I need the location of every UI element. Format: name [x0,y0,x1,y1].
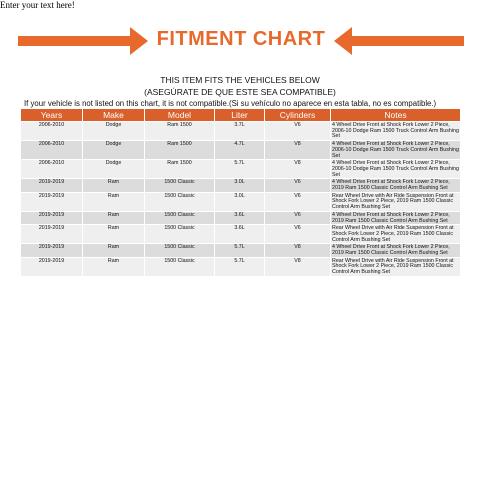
cell-liter: 3.6L [215,225,265,244]
cell-cylinders: V6 [265,122,331,141]
table-row [21,211,461,224]
cell-make: Ram [83,192,145,211]
banner-title: FITMENT CHART [156,28,326,50]
header-make: Make [83,109,145,122]
table-row [21,225,461,244]
cell-cylinders: V8 [265,141,331,160]
table-row [21,160,461,179]
table-row [21,141,461,160]
cell-make: Ram [83,257,145,276]
fitment-banner [18,24,464,58]
header-years: Years [21,109,83,122]
cell-notes: Rear Wheel Drive with Air Ride Suspension Front at Shock Fork Lower 2 Piece, 2019 Ram 1500 Classic Control Arm Bushing Set [331,192,461,211]
table-row [21,257,461,276]
cell-years: 2006-2010 [21,160,83,179]
cell-notes: 4 Wheel Drive Front at Shock Fork Lower 2 Piece, 2019 Ram 1500 Classic Control Arm Bushing Set [331,244,461,257]
cell-make: Ram [83,211,145,224]
cell-years: 2019-2019 [21,225,83,244]
cell-notes: Rear Wheel Drive with Air Ride Suspension Front at Shock Fork Lower 2 Piece, 2019 Ram 1500 Classic Control Arm Bushing Set [331,225,461,244]
cell-model: 1500 Classic [145,244,215,257]
subtitle-spanish: (ASEGÚRATE DE QUE ESTE SEA COMPATIBLE) [144,87,336,97]
cell-notes: 4 Wheel Drive Front at Shock Fork Lower 2 Piece, 2006-10 Dodge Ram 1500 Truck Control Arm Bushing Set [332,141,459,159]
cell-make: Ram [83,225,145,244]
cell-model: 1500 Classic [145,192,215,211]
cell-model: Ram 1500 [145,122,215,141]
subtitle-english: THIS ITEM FITS THE VEHICLES BELOW [160,75,320,85]
table-header-row [21,109,461,122]
cell-model: 1500 Classic [145,211,215,224]
cell-cylinders: V6 [265,192,331,211]
cell-liter: 3.6L [215,211,265,224]
cell-cylinders: V6 [265,211,331,224]
cell-make: Ram [83,244,145,257]
cell-make: Dodge [83,122,145,141]
cell-cylinders: V8 [265,244,331,257]
cell-liter: 4.7L [215,141,265,160]
cell-model: 1500 Classic [145,179,215,192]
cell-make: Dodge [83,160,145,179]
cell-liter: 3.7L [215,122,265,141]
table-row [21,244,461,257]
cell-cylinders: V6 [265,179,331,192]
cell-years: 2006-2010 [21,122,83,141]
fitment-table [20,108,461,277]
cell-liter: 3.0L [215,179,265,192]
cell-notes: 4 Wheel Drive Front at Shock Fork Lower 2 Piece, 2019 Ram 1500 Classic Control Arm Bushing Set [331,179,461,192]
header-liter: Liter [215,109,265,122]
table-row [21,192,461,211]
cell-years: 2019-2019 [21,211,83,224]
cell-model: Ram 1500 [145,160,215,179]
cell-make: Dodge [83,141,145,160]
cell-notes: 4 Wheel Drive Front at Shock Fork Lower 2 Piece, 2019 Ram 1500 Classic Control Arm Bushing Set [331,211,461,224]
cell-model: 1500 Classic [145,225,215,244]
cell-years: 2019-2019 [21,257,83,276]
cell-make: Ram [83,179,145,192]
cell-cylinders: V8 [265,160,331,179]
cell-years: 2019-2019 [21,192,83,211]
header-cylinders: Cylinders [265,109,331,122]
cell-years: 2019-2019 [21,179,83,192]
cell-cylinders: V8 [265,257,331,276]
cell-notes: Rear Wheel Drive with Air Ride Suspension Front at Shock Fork Lower 2 Piece, 2019 Ram 1500 Classic Control Arm Bushing Set [331,257,461,276]
cell-years: 2006-2010 [21,141,83,160]
cell-model: Ram 1500 [145,141,215,160]
placeholder-text: Enter your text here! [0,0,75,10]
cell-notes: 4 Wheel Drive Front at Shock Fork Lower 2 Piece, 2006-10 Dodge Ram 1500 Truck Control Arm Bushing Set [332,122,459,140]
cell-cylinders: V6 [265,225,331,244]
cell-liter: 5.7L [215,244,265,257]
cell-liter: 5.7L [215,257,265,276]
header-model: Model [145,109,215,122]
table-row [21,179,461,192]
cell-liter: 3.0L [215,192,265,211]
cell-liter: 5.7L [215,160,265,179]
cell-years: 2019-2019 [21,244,83,257]
compatibility-disclaimer: If your vehicle is not listed on this chart, it is not compatible.(Si su vehículo no aparece en esta tabla, no es compatible.) [24,99,437,108]
table-row [21,122,461,141]
cell-notes: 4 Wheel Drive Front at Shock Fork Lower 2 Piece, 2006-10 Dodge Ram 1500 Truck Control Arm Bushing Set [332,160,459,178]
header-notes: Notes [331,109,461,122]
cell-model: 1500 Classic [145,257,215,276]
